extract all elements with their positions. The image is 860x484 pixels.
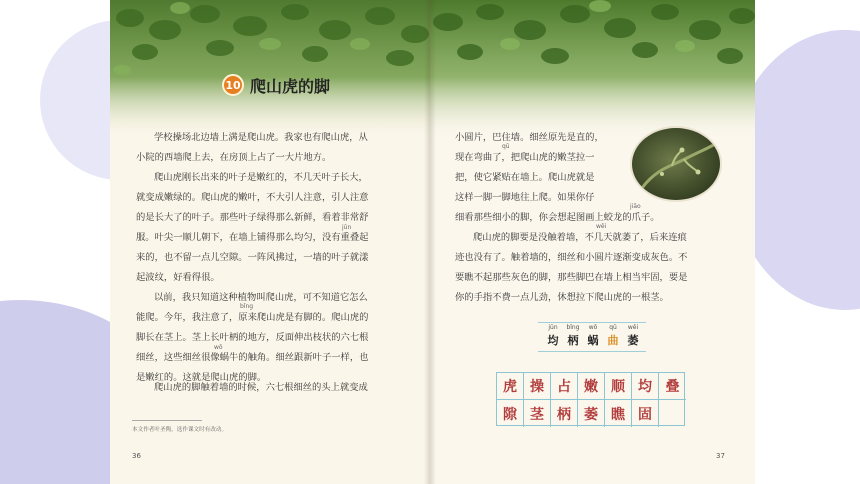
text-line: 要瞧不起那些灰色的脚，那些脚巴在墙上相当牢固，要是 (455, 272, 688, 283)
character-grid (496, 372, 685, 426)
ivy-tendril-photo (630, 126, 722, 202)
vocab-pinyin: wěi (627, 324, 639, 331)
vocab-pinyin: bǐng (566, 324, 580, 331)
vocab-char: 萎 (627, 334, 639, 347)
tendril-drawing (632, 128, 722, 202)
vocab-item (564, 323, 582, 349)
text-line: 爬山虎刚长出来的叶子是嫩红的，不几天叶子长大， (154, 172, 368, 183)
text-line: 学校操场北边墙上满是爬山虎。我家也有爬山虎，从 (154, 132, 368, 143)
pinyin-annotation: bǐng (240, 303, 254, 310)
pinyin-annotation: qū (502, 143, 510, 150)
text-line: 爬山虎的脚要是没触着墙，不几天就萎了，后来连痕 (473, 232, 687, 243)
text-line: 这样一脚一脚地往上爬。如果你仔 (455, 192, 595, 203)
vocab-pinyin: wō (588, 324, 598, 331)
footnote-divider (132, 420, 202, 421)
text-line: 细看那些细小的脚，你会想起图画上蛟龙的爪子。 (455, 212, 660, 223)
pinyin-annotation: jūn (342, 224, 352, 231)
text-line: 脚长在茎上。茎上长叶柄的地方，反面伸出枝状的六七根 (136, 332, 369, 343)
text-line: 是嫩红的。这就是爬山虎的脚。 (136, 372, 267, 383)
text-line: 爬山虎的脚触着墙的时候，六七根细丝的头上就变成 (154, 382, 368, 393)
text-line: 就变成嫩绿的。爬山虎的嫩叶，不大引人注意，引人注意 (136, 192, 369, 203)
lesson-title: 爬山虎的脚 (250, 77, 331, 96)
vocab-char: 柄 (567, 334, 579, 347)
ivy-illustration (110, 0, 430, 140)
text-line: 小圆片，巴住墙。细丝原先是直的， (455, 132, 604, 143)
grid-char: 瞧 (605, 400, 632, 427)
vocab-char: 均 (547, 334, 559, 347)
text-line: 来的，也不留一点儿空隙。一阵风拂过，一墙的叶子就漾 (136, 252, 369, 263)
grid-char: 嫩 (578, 373, 605, 400)
vocab-item (544, 323, 562, 349)
grid-char: 隙 (497, 400, 524, 427)
text-line: 以前，我只知道这种植物叫爬山虎，可不知道它怎么 (154, 292, 368, 303)
page-number: 37 (716, 452, 725, 460)
text-line: 能爬。今年，我注意了，原来爬山虎是有脚的。爬山虎的 (136, 312, 369, 323)
grid-char: 茎 (524, 400, 551, 427)
text-line: 起波纹，好看得很。 (136, 272, 220, 283)
pinyin-annotation: wěi (596, 223, 607, 230)
paragraph (136, 168, 368, 288)
grid-char-empty (659, 400, 686, 427)
vocab-item (624, 323, 642, 349)
vocab-char: 曲 (607, 334, 619, 347)
pinyin-annotation: jiāo (630, 203, 641, 210)
text-line: 的是长大了的叶子。那些叶子绿得那么新鲜，看着非常舒 (136, 212, 369, 223)
vocab-pinyin: qū (609, 324, 617, 331)
grid-char: 萎 (578, 400, 605, 427)
vocab-pinyin: jūn (548, 324, 558, 331)
textbook-spread (110, 0, 755, 484)
paragraph (455, 128, 660, 228)
vocab-item (604, 323, 622, 349)
page-number: 36 (132, 452, 141, 460)
text-line: 现在弯曲了，把爬山虎的嫩茎拉一 (455, 152, 595, 163)
text-line: 小院的西墙爬上去，在房顶上占了一大片地方。 (136, 152, 332, 163)
ivy-illustration (430, 0, 755, 140)
grid-char: 固 (632, 400, 659, 427)
paragraph (136, 378, 368, 398)
paragraph (455, 228, 687, 308)
grid-char: 虎 (497, 373, 524, 400)
text-line: 细丝，这些细丝很像蜗牛的触角。细丝跟新叶子一样，也 (136, 352, 369, 363)
paragraph (136, 128, 368, 168)
text-line: 你的手指不费一点儿劲，休想拉下爬山虎的一根茎。 (455, 292, 669, 303)
pinyin-annotation: wō (214, 344, 223, 351)
book-gutter (424, 0, 436, 484)
grid-char: 均 (632, 373, 659, 400)
footnote: 本文作者叶圣陶，选作课文时有改动。 (132, 427, 228, 433)
text-line: 把，使它紧贴在墙上。爬山虎就是 (455, 172, 595, 183)
vocab-item (584, 323, 602, 349)
text-line: 服。叶尖一顺儿朝下，在墙上铺得那么均匀，没有重叠起 (136, 232, 369, 243)
grid-char: 叠 (659, 373, 686, 400)
left-page (110, 0, 430, 484)
text-line: 迹也没有了。触着墙的，细丝和小圆片逐渐变成灰色。不 (455, 252, 688, 263)
vocab-box (538, 322, 646, 352)
grid-char: 顺 (605, 373, 632, 400)
lesson-number-badge: 10 (222, 74, 244, 96)
vocab-char: 蜗 (587, 334, 599, 347)
grid-char: 柄 (551, 400, 578, 427)
grid-char: 操 (524, 373, 551, 400)
grid-char: 占 (551, 373, 578, 400)
